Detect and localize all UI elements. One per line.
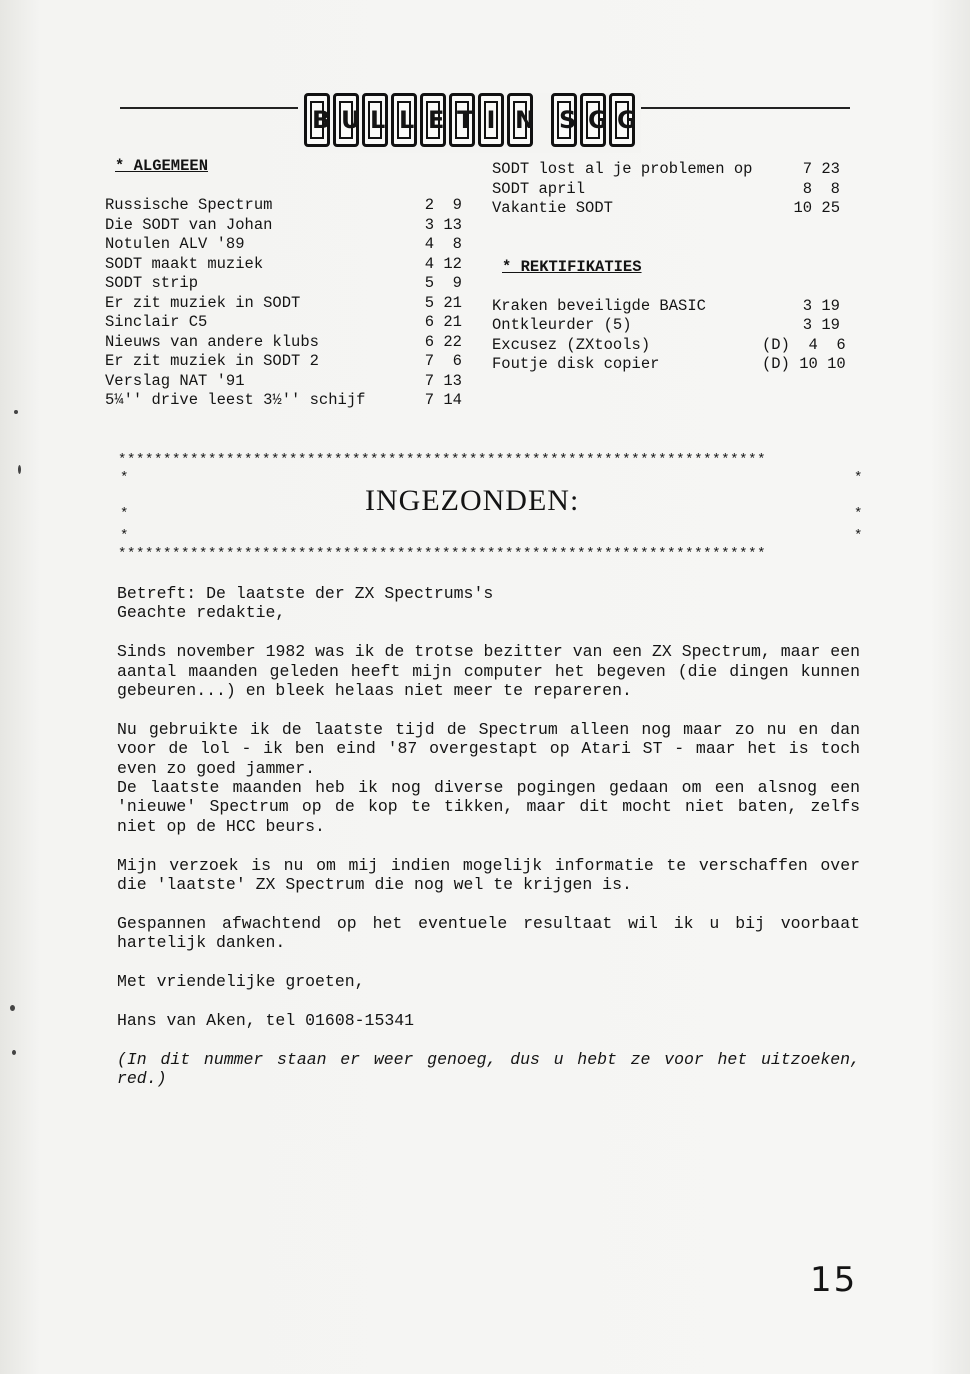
star-right: *	[854, 528, 863, 544]
masthead-letter: E	[420, 93, 446, 147]
toc-right-column	[492, 160, 852, 375]
letter-subject: Betreft: De laatste der ZX Spectrums's	[117, 584, 494, 603]
toc-entry: SODT lost al je problemen op 7 23	[492, 160, 840, 178]
letter-body	[117, 584, 860, 1108]
letter-paragraph: Sinds november 1982 was ik de trotse bezitter van een ZX Spectrum, maar een aantal maanden geleden heeft mijn computer het begeven (die dingen kunnen gebeuren...) en bleek helaas niet meer te repareren.	[117, 642, 860, 701]
toc-entry: Die SODT van Johan 3 13	[105, 215, 462, 234]
masthead-letter: S	[551, 93, 577, 147]
toc-entry: Er zit muziek in SODT 2 7 6	[105, 352, 462, 370]
toc-entry: Russische Spectrum 2 9	[105, 196, 462, 214]
letter-paragraph: Gespannen afwachtend op het eventuele resultaat wil ik u bij voorbaat hartelijk danken.	[117, 913, 860, 953]
toc-entry: Er zit muziek in SODT 5 21	[105, 293, 462, 312]
letter-paragraph: Mijn verzoek is nu om mij indien mogelijk informatie te verschaffen over die 'laatste' ZX Spectrum die nog wel te krijgen is.	[117, 855, 860, 895]
page-number: 15	[810, 1260, 858, 1300]
toc-entry: SODT april 8 8	[492, 179, 840, 198]
toc-entry: SODT maakt muziek 4 12	[105, 254, 462, 273]
section-title: INGEZONDEN:	[365, 484, 580, 517]
toc-entry: Sinclair C5 6 21	[105, 313, 462, 331]
masthead-letter: L	[391, 93, 417, 147]
masthead-logo	[298, 93, 641, 153]
letter-signature: Hans van Aken, tel 01608-15341	[117, 1010, 415, 1030]
letter-paragraph: De laatste maanden heb ik nog diverse pogingen gedaan om een alsnog een 'nieuwe' Spectrum op de kop te tikken, maar dit mocht niet baten, zelfs niet op de HCC beurs.	[117, 778, 860, 836]
star-left: *	[120, 528, 129, 544]
star-right: *	[854, 506, 863, 522]
star-border-bottom: ************************************************************************	[118, 546, 767, 562]
masthead-letter: N	[507, 93, 533, 147]
scan-speck	[14, 410, 18, 414]
masthead-letter: G	[609, 93, 635, 147]
toc-entry: Nieuws van andere klubs 6 22	[105, 332, 462, 351]
scan-speck	[12, 1050, 16, 1055]
toc-entry: Notulen ALV '89 4 8	[105, 235, 462, 253]
toc-entry: 5¼'' drive leest 3½'' schijf 7 14	[105, 391, 462, 409]
toc-heading-general: * ALGEMEEN	[115, 157, 209, 175]
toc-entry: Ontkleurder (5) 3 19	[492, 316, 840, 334]
masthead-letter: L	[362, 93, 388, 147]
letter-salutation: Geachte redaktie,	[117, 603, 286, 623]
masthead-letter: G	[580, 93, 606, 147]
toc-left-column	[105, 157, 465, 411]
masthead-letter: T	[449, 93, 475, 147]
masthead-letter: B	[304, 93, 330, 147]
masthead-letter: U	[333, 93, 359, 147]
letter-paragraph: Nu gebruikte ik de laatste tijd de Spectrum alleen nog maar zo nu en dan voor de lol - ik ben eind '87 overgestapt op Atari ST - maar het is toch even zo goed jammer.	[117, 719, 860, 778]
toc-entry: Excusez (ZXtools) (D) 4 6	[492, 335, 846, 354]
scan-speck	[18, 465, 21, 474]
star-border-top: ************************************************************************	[118, 452, 767, 468]
letter-closing: Met vriendelijke groeten,	[117, 972, 365, 992]
star-right: *	[854, 470, 863, 486]
toc-heading-corrections: * REKTIFIKATIES	[502, 257, 642, 276]
star-left: *	[120, 506, 129, 522]
star-left: *	[120, 470, 129, 486]
masthead-letter: I	[478, 93, 504, 147]
editor-note: (In dit nummer staan er weer genoeg, dus u hebt ze voor het uitzoeken, red.)	[117, 1049, 860, 1089]
toc-entry: Verslag NAT '91 7 13	[105, 371, 462, 390]
toc-entry: Vakantie SODT 10 25	[492, 199, 840, 217]
scan-speck	[10, 1005, 15, 1011]
toc-entry: SODT strip 5 9	[105, 274, 462, 292]
toc-entry: Kraken beveiligde BASIC 3 19	[492, 296, 840, 315]
toc-entry: Foutje disk copier (D) 10 10	[492, 355, 846, 373]
